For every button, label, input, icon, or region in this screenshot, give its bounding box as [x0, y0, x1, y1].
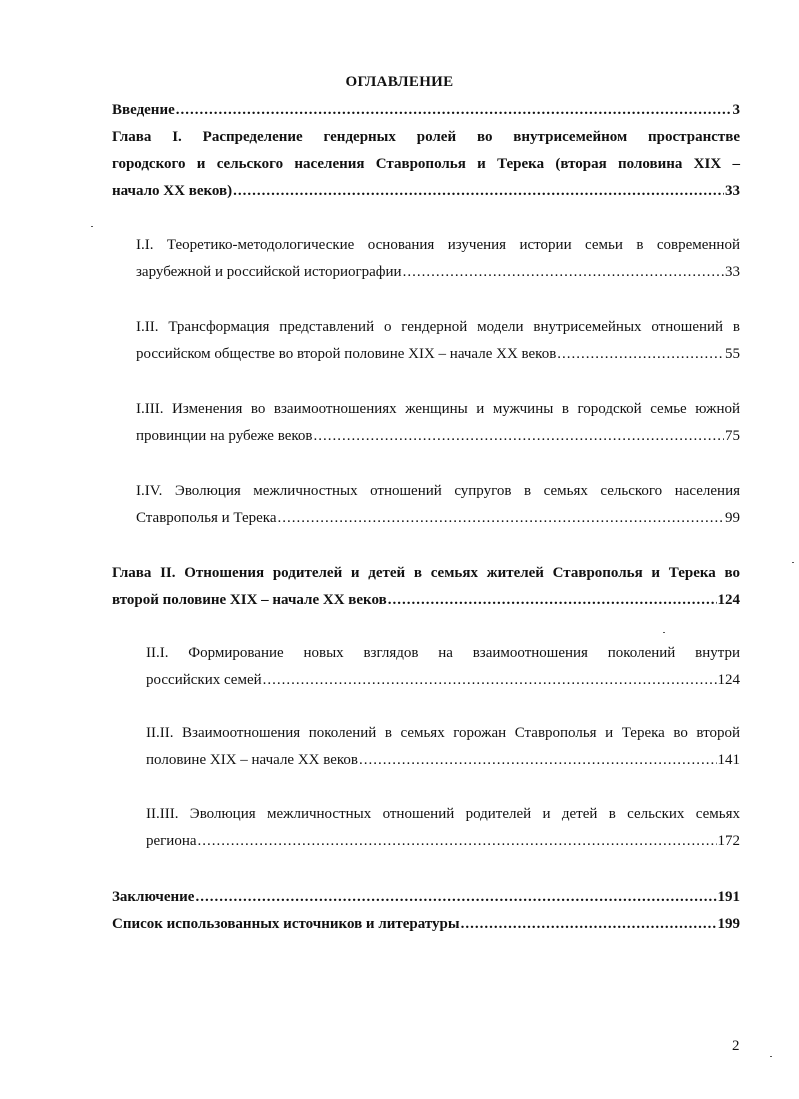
- toc-entry-section-1-4: [136, 478, 740, 532]
- dot-leader: [176, 97, 732, 124]
- dot-leader: [313, 423, 724, 450]
- toc-page-number: 3: [732, 102, 740, 118]
- toc-entry-section-1-1: [136, 232, 740, 286]
- toc-entry-chapter-1: [112, 124, 740, 205]
- toc-entry-title: Заключение: [112, 889, 195, 905]
- toc-entry-line: провинции на рубеже веков: [136, 428, 313, 444]
- toc-entry-section-2-3: [146, 801, 740, 855]
- toc-entry-title: Список использованных источников и литературы: [112, 916, 460, 932]
- toc-entry-line: городского и сельского населения Ставрополья и Терека (вторая половина XIX –: [112, 156, 740, 172]
- toc-entry-line: половине XIX – начале XX веков: [146, 752, 359, 768]
- toc-page-number: 141: [717, 752, 740, 768]
- toc-entry-line: II.III. Эволюция межличностных отношений родителей и детей в сельских семьях: [146, 806, 740, 822]
- page-title: ОГЛАВЛЕНИЕ: [345, 74, 454, 90]
- dot-leader: [278, 505, 725, 532]
- scan-speck: [770, 1056, 772, 1057]
- toc-page-number: 75: [725, 428, 740, 444]
- toc-entry-line: зарубежной и российской историографии: [136, 264, 402, 280]
- toc-entry-conclusion: [112, 884, 740, 911]
- toc-entry-line: II.I. Формирование новых взглядов на взаимоотношения поколений внутри: [146, 645, 740, 661]
- scan-speck: [663, 632, 665, 633]
- toc-entry-line: российском обществе во второй половине XIX – начале XX веков: [136, 346, 557, 362]
- dot-leader: [557, 341, 724, 368]
- toc-page-number: 124: [717, 672, 740, 688]
- toc-entry-line: I.II. Трансформация представлений о гендерной модели внутрисемейных отношений в: [136, 319, 740, 335]
- scan-speck: [91, 226, 93, 227]
- toc-entry-line: II.II. Взаимоотношения поколений в семьях горожан Ставрополья и Терека во второй: [146, 725, 740, 741]
- toc-entry-line: начало XX веков): [112, 183, 233, 199]
- dot-leader: [359, 747, 716, 774]
- toc-entry-line: I.IV. Эволюция межличностных отношений супругов в семьях сельского населения: [136, 483, 740, 499]
- page-number: 2: [732, 1038, 740, 1054]
- dot-leader: [388, 587, 717, 614]
- dot-leader: [403, 259, 724, 286]
- toc-page-number: 199: [717, 916, 740, 932]
- toc-page-number: 172: [717, 833, 740, 849]
- toc-entry-section-1-2: [136, 314, 740, 368]
- toc-page-number: 99: [725, 510, 740, 526]
- toc-page-number: 124: [717, 592, 740, 608]
- toc-entry-line: российских семей: [146, 672, 262, 688]
- toc-entry-line: региона: [146, 833, 197, 849]
- toc-entry-section-1-3: [136, 396, 740, 450]
- dot-leader: [233, 178, 724, 205]
- toc-entry-section-2-1: [146, 640, 740, 694]
- dot-leader: [263, 667, 717, 694]
- toc-page-number: 191: [717, 889, 740, 905]
- toc-page-number: 33: [725, 183, 740, 199]
- dot-leader: [198, 828, 717, 855]
- toc-entry-line: I.I. Теоретико-методологические основания изучения истории семьи в современной: [136, 237, 740, 253]
- toc-page-number: 55: [725, 346, 740, 362]
- toc-entry-line: Глава I. Распределение гендерных ролей во внутрисемейном пространстве: [112, 129, 740, 145]
- dot-leader: [461, 911, 717, 938]
- toc-entry-title: Введение: [112, 102, 175, 118]
- dot-leader: [195, 884, 716, 911]
- toc-entry-line: I.III. Изменения во взаимоотношениях женщины и мужчины в городской семье южной: [136, 401, 740, 417]
- toc-page-number: 33: [725, 264, 740, 280]
- toc-entry-chapter-2: [112, 560, 740, 614]
- toc-entry-section-2-2: [146, 720, 740, 774]
- toc-entry-line: Ставрополья и Терека: [136, 510, 277, 526]
- toc-entry-sources: [112, 911, 740, 938]
- toc-entry-line: второй половине XIX – начале XX веков: [112, 592, 387, 608]
- toc-entry-line: Глава II. Отношения родителей и детей в семьях жителей Ставрополья и Терека во: [112, 565, 740, 581]
- scan-speck: [792, 562, 794, 563]
- toc-entry-introduction: [112, 97, 740, 124]
